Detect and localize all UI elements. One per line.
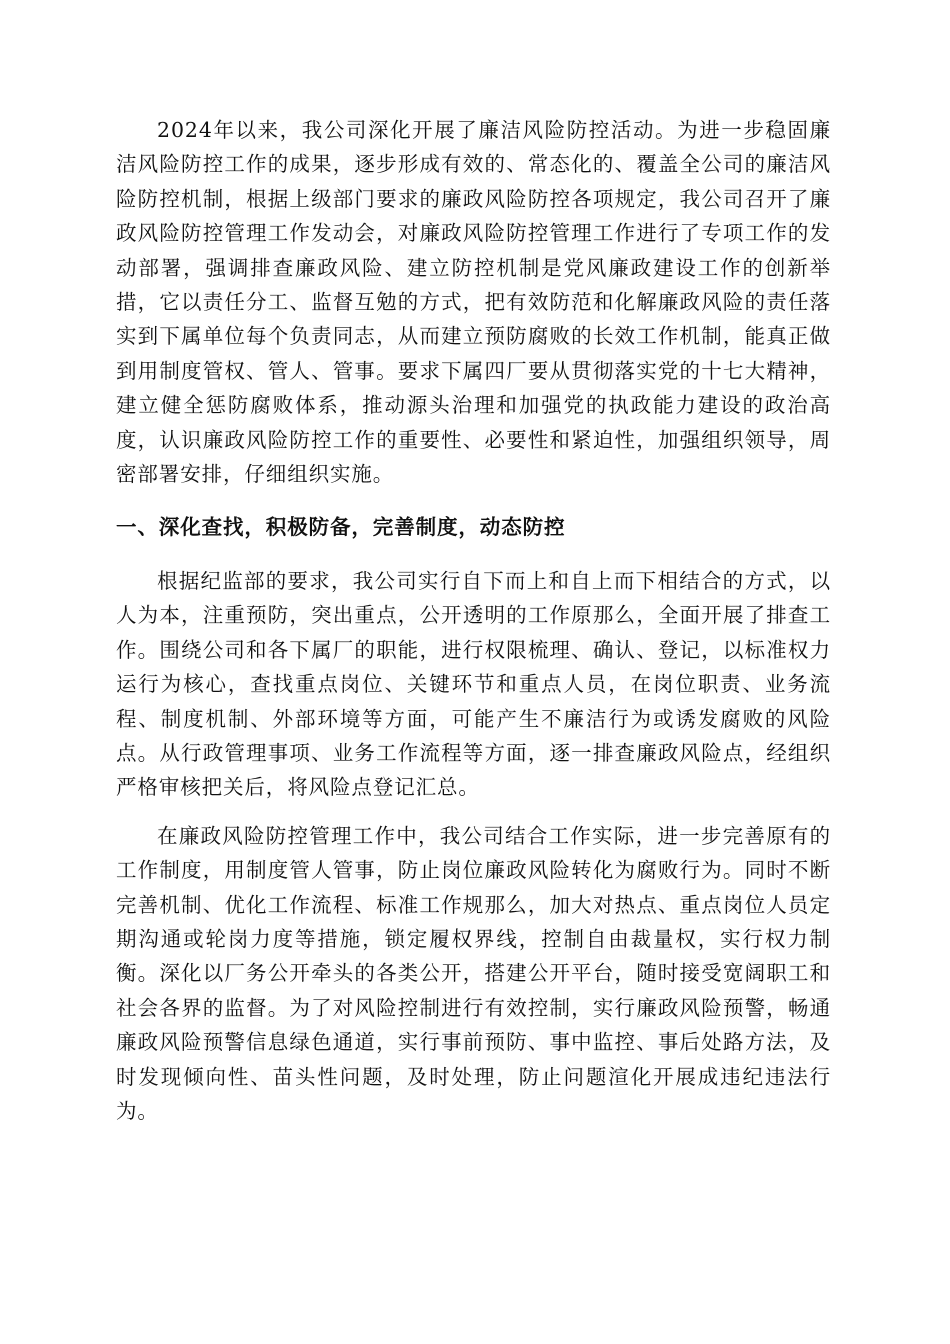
section-heading: 一、深化查找，积极防备，完善制度，动态防控 bbox=[116, 515, 566, 540]
intro-paragraph: 2024年以来，我公司深化开展了廉洁风险防控活动。为进一步稳固廉洁风险防控工作的成果，逐步形成有效的、常态化的、覆盖全公司的廉洁风险防控机制，根据上级部门要求的廉政风险防控各项规定，我公司召开了廉政风险防控管理工作发动会，对廉政风险防控管理工作进行了专项工作的发动部署，强调排查廉政风险、建立防控机制是党风廉政建设工作的创新举措，它以责任分工、监督互勉的方式，把有效防范和化解廉政风险的责任落实到下属单位每个负责同志，从而建立预防腐败的长效工作机制，能真正做到用制度管权、管人、管事。要求下属四厂要从贯彻落实党的十七大精神，建立健全惩防腐败体系，推动源头治理和加强党的执政能力建设的政治高度，认识廉政风险防控工作的重要性、必要性和紧迫性，加强组织领导，周密部署安排，仔细组织实施。 bbox=[116, 118, 831, 487]
section-paragraph-2: 在廉政风险防控管理工作中，我公司结合工作实际，进一步完善原有的工作制度，用制度管人管事，防止岗位廉政风险转化为腐败行为。同时不断完善机制、优化工作流程、标准工作规那么，加大对热点、重点岗位人员定期沟通或轮岗力度等措施，锁定履权界线，控制自由裁量权，实行权力制衡。深化以厂务公开牵头的各类公开，搭建公开平台，随时接受宽阔职工和社会各界的监督。为了对风险控制进行有效控制，实行廉政风险预警，畅通廉政风险预警信息绿色通道，实行事前预防、事中监控、事后处路方法，及时发现倾向性、苗头性问题，及时处理，防止问题渲化开展成违纪违法行为。 bbox=[116, 823, 831, 1123]
document-page bbox=[116, 113, 831, 1128]
section-paragraph-1: 根据纪监部的要求，我公司实行自下而上和自上而下相结合的方式，以人为本，注重预防，突出重点，公开透明的工作原那么，全面开展了排查工作。围绕公司和各下属厂的职能，进行权限梳理、确认、登记，以标准权力运行为核心，查找重点岗位、关键环节和重点人员，在岗位职责、业务流程、制度机制、外部环境等方面，可能产生不廉洁行为或诱发腐败的风险点。从行政管理事项、业务工作流程等方面，逐一排查廉政风险点，经组织严格审核把关后，将风险点登记汇总。 bbox=[116, 568, 831, 800]
